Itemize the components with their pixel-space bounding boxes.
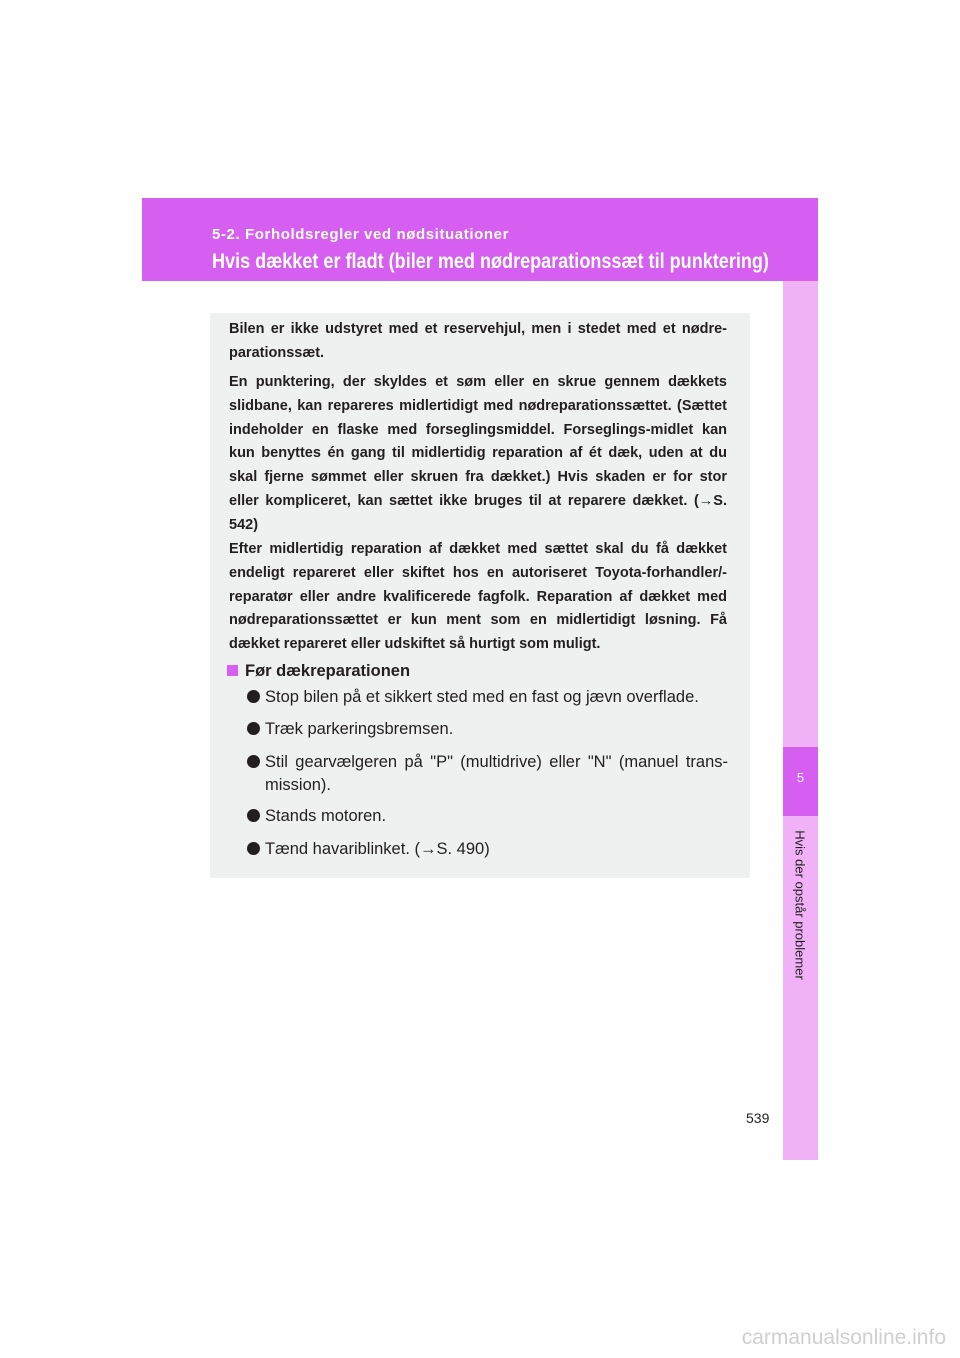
- list-item-text: Stands motoren.: [265, 807, 387, 825]
- list-item: [247, 805, 728, 828]
- bullet-dot-icon: [247, 755, 260, 768]
- list-item: [247, 838, 728, 861]
- footer-watermark: carmanualsonline.info: [741, 1326, 946, 1349]
- intro-paragraph: Bilen er ikke udstyret med et reservehjul, men i stedet med et nødre-parationssæt.: [229, 321, 727, 361]
- chapter-side-tab[interactable]: [783, 281, 818, 1160]
- bullet-dot-icon: [247, 690, 260, 703]
- page-number: 539: [746, 1110, 770, 1126]
- bullet-dot-icon: [247, 809, 260, 822]
- header-band: [142, 198, 818, 281]
- section-label: 5-2. Forholdsregler ved nødsituationer: [212, 226, 510, 243]
- content-box: [210, 313, 750, 878]
- intro-paragraph: Efter midlertidig reparation af dækket med sættet skal du få dækket endeligt repareret eller skiftet hos en autoriseret Toyota-forhandler/-reparatør eller andre kvalificerede fagfolk. Reparation af dækket med nødreparationssættet er kun ment som en midlertidigt løsning. Få dækket repareret eller udskiftet så hurtigt som muligt.: [229, 541, 727, 653]
- subheading-text: Før dækreparationen: [245, 662, 411, 680]
- bullet-dot-icon: [247, 842, 260, 855]
- subheading: [227, 662, 410, 681]
- list-item: [247, 718, 728, 741]
- list-item-text: Tænd havariblinket. (→S. 490): [265, 840, 490, 858]
- list-item-text: Træk parkeringsbremsen.: [265, 720, 454, 738]
- intro-paragraph: En punktering, der skyldes et søm eller en skrue gennem dækkets slidbane, kan repareres midlertidigt med nødreparationssættet. (Sættet indeholder en flaske med forseglingsmiddel. Forseglings-midlet kan kun benyttes én gang til midlertidig reparation af ét dæk, uden at du skal fjerne sømmet eller skruen fra dækket.) Hvis skaden er for stor eller kompliceret, kan sættet ikke bruges til at reparere dækket. (→S. 542): [229, 374, 727, 533]
- square-bullet-icon: [227, 665, 238, 676]
- list-item-text: Stop bilen på et sikkert sted med en fast og jævn overflade.: [265, 688, 699, 706]
- page-title: Hvis dækket er fladt (biler med nødreparationssæt til punktering): [212, 250, 769, 273]
- list-item-text: Stil gearvælgeren på "P" (multidrive) eller "N" (manuel trans-mission).: [265, 753, 728, 794]
- bullet-dot-icon: [247, 722, 260, 735]
- list-item: [247, 751, 728, 797]
- list-item: [247, 686, 728, 709]
- chapter-title: Hvis der opstår problemer: [792, 830, 808, 980]
- chapter-number: 5: [796, 770, 805, 785]
